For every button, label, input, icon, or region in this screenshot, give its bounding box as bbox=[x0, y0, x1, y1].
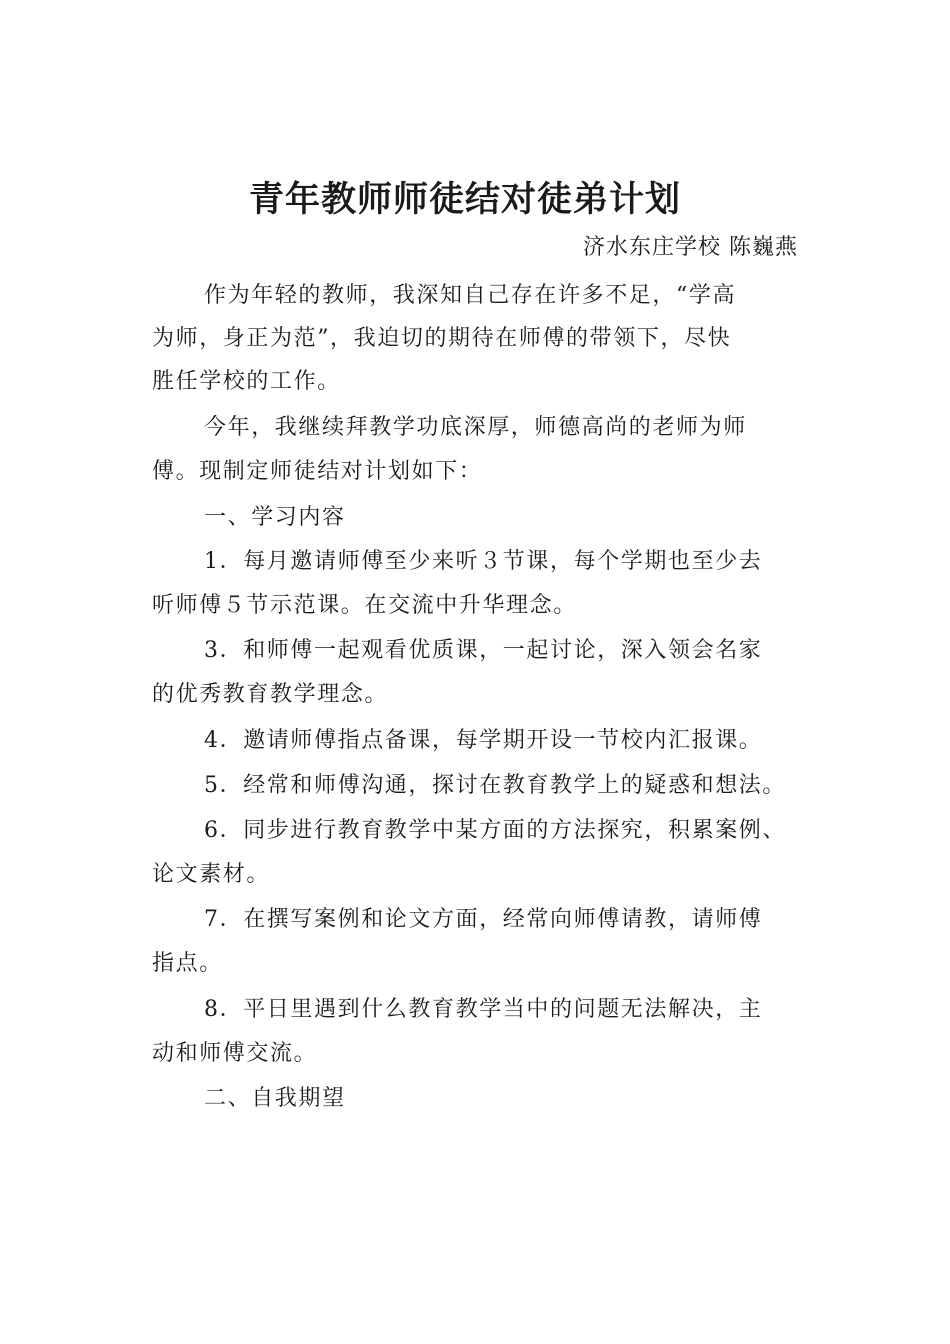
paragraph-line: 今年，我继续拜教学功底深厚，师德高尚的老师为师 bbox=[204, 415, 747, 440]
list-item-line: 1．每月邀请师傅至少来听３节课，每个学期也至少去 bbox=[204, 549, 763, 574]
list-item-line: 6．同步进行教育教学中某方面的方法探究，积累案例、 bbox=[204, 818, 786, 843]
list-item-line: 的优秀教育教学理念。 bbox=[152, 682, 389, 707]
paragraph-line: 胜任学校的工作。 bbox=[152, 369, 341, 394]
list-item-line: 7．在撰写案例和论文方面，经常向师傅请教，请师傅 bbox=[204, 907, 763, 932]
list-item-line: 8．平日里遇到什么教育教学当中的问题无法解决，主 bbox=[204, 997, 763, 1022]
list-item-line: 动和师傅交流。 bbox=[152, 1041, 318, 1066]
list-item-line: 指点。 bbox=[152, 951, 223, 976]
paragraph-line: 作为年轻的教师，我深知自己存在许多不足，“学高 bbox=[204, 283, 737, 308]
list-item-line: 5．经常和师傅沟通，探讨在教育教学上的疑惑和想法。 bbox=[204, 773, 786, 798]
list-item-line: 论文素材。 bbox=[152, 862, 271, 887]
section-heading: 二、自我期望 bbox=[204, 1086, 346, 1111]
list-item-line: 听师傅５节示范课。在交流中升华理念。 bbox=[152, 593, 577, 618]
paragraph-line: 为师，身正为范”，我迫切的期待在师傅的带领下，尽快 bbox=[152, 326, 732, 351]
document-title: 青年教师师徒结对徒弟计划 bbox=[248, 179, 681, 220]
author-line: 济水东庄学校 陈巍燕 bbox=[583, 235, 798, 260]
section-heading: 一、学习内容 bbox=[204, 505, 346, 530]
paragraph-line: 傅。现制定师徒结对计划如下： bbox=[152, 459, 483, 484]
list-item-line: 4．邀请师傅指点备课，每学期开设一节校内汇报课。 bbox=[204, 728, 763, 753]
list-item-line: 3．和师傅一起观看优质课，一起讨论，深入领会名家 bbox=[204, 638, 763, 663]
